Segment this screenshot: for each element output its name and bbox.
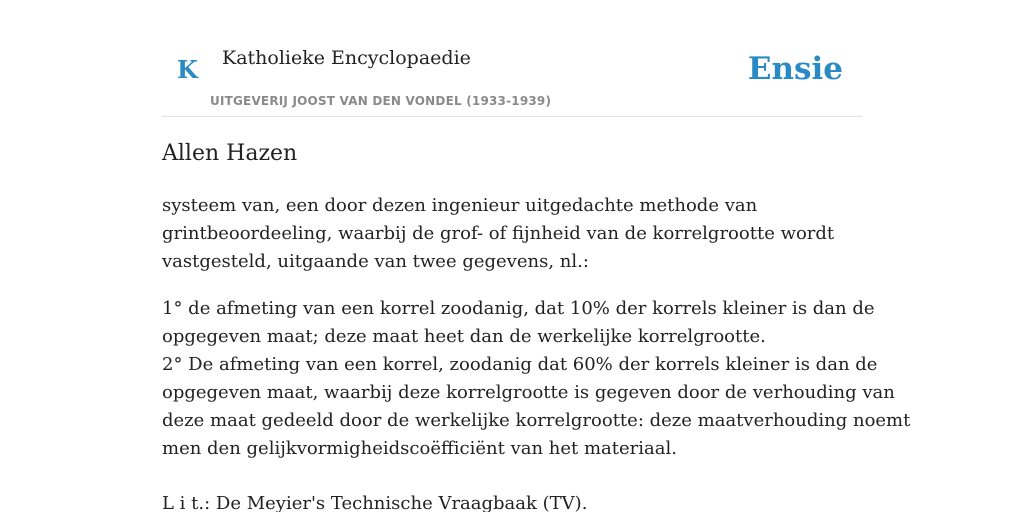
intro-paragraph [162,192,862,276]
intro-line: systeem van, een door dezen ingenieur uitgedachte methode van [162,195,758,216]
definition-line: men den gelijkvormigheidscoëfficiënt van het materiaal. [162,438,677,459]
publication-subtitle: UITGEVERIJ JOOST VAN DEN VONDEL (1933-1939) [210,94,552,108]
definition-line: deze maat gedeeld door de werkelijke korrelgrootte: deze maatverhouding noemt [162,410,911,431]
definition-line: 1° de afmeting van een korrel zoodanig, dat 10% der korrels kleiner is dan de [162,298,875,319]
ensie-home-link[interactable]: Ensie [747,51,843,87]
intro-line: grintbeoordeeling, waarbij de grof- of fijnheid van de korrelgrootte wordt [162,223,835,244]
encyclopedia-logo[interactable]: K [177,55,198,84]
article-content [162,137,911,512]
definition-line: opgegeven maat; deze maat heet dan de werkelijke korrelgrootte. [162,326,766,347]
definition-line: opgegeven maat, waarbij deze korrelgrootte is gegeven door de verhouding van [162,382,895,403]
literature-reference [162,490,862,512]
definition-paragraph [162,295,911,463]
intro-line: vastgesteld, uitgaande van twee gegevens, nl.: [162,251,589,272]
literature-line: L i t.: De Meyier's Technische Vraagbaak (TV). [162,493,588,512]
article-title: Allen Hazen [162,141,298,166]
definition-line: 2° De afmeting van een korrel, zoodanig dat 60% der korrels kleiner is dan de [162,354,878,375]
site-header [162,0,862,117]
publication-title[interactable]: Katholieke Encyclopaedie [222,47,471,69]
